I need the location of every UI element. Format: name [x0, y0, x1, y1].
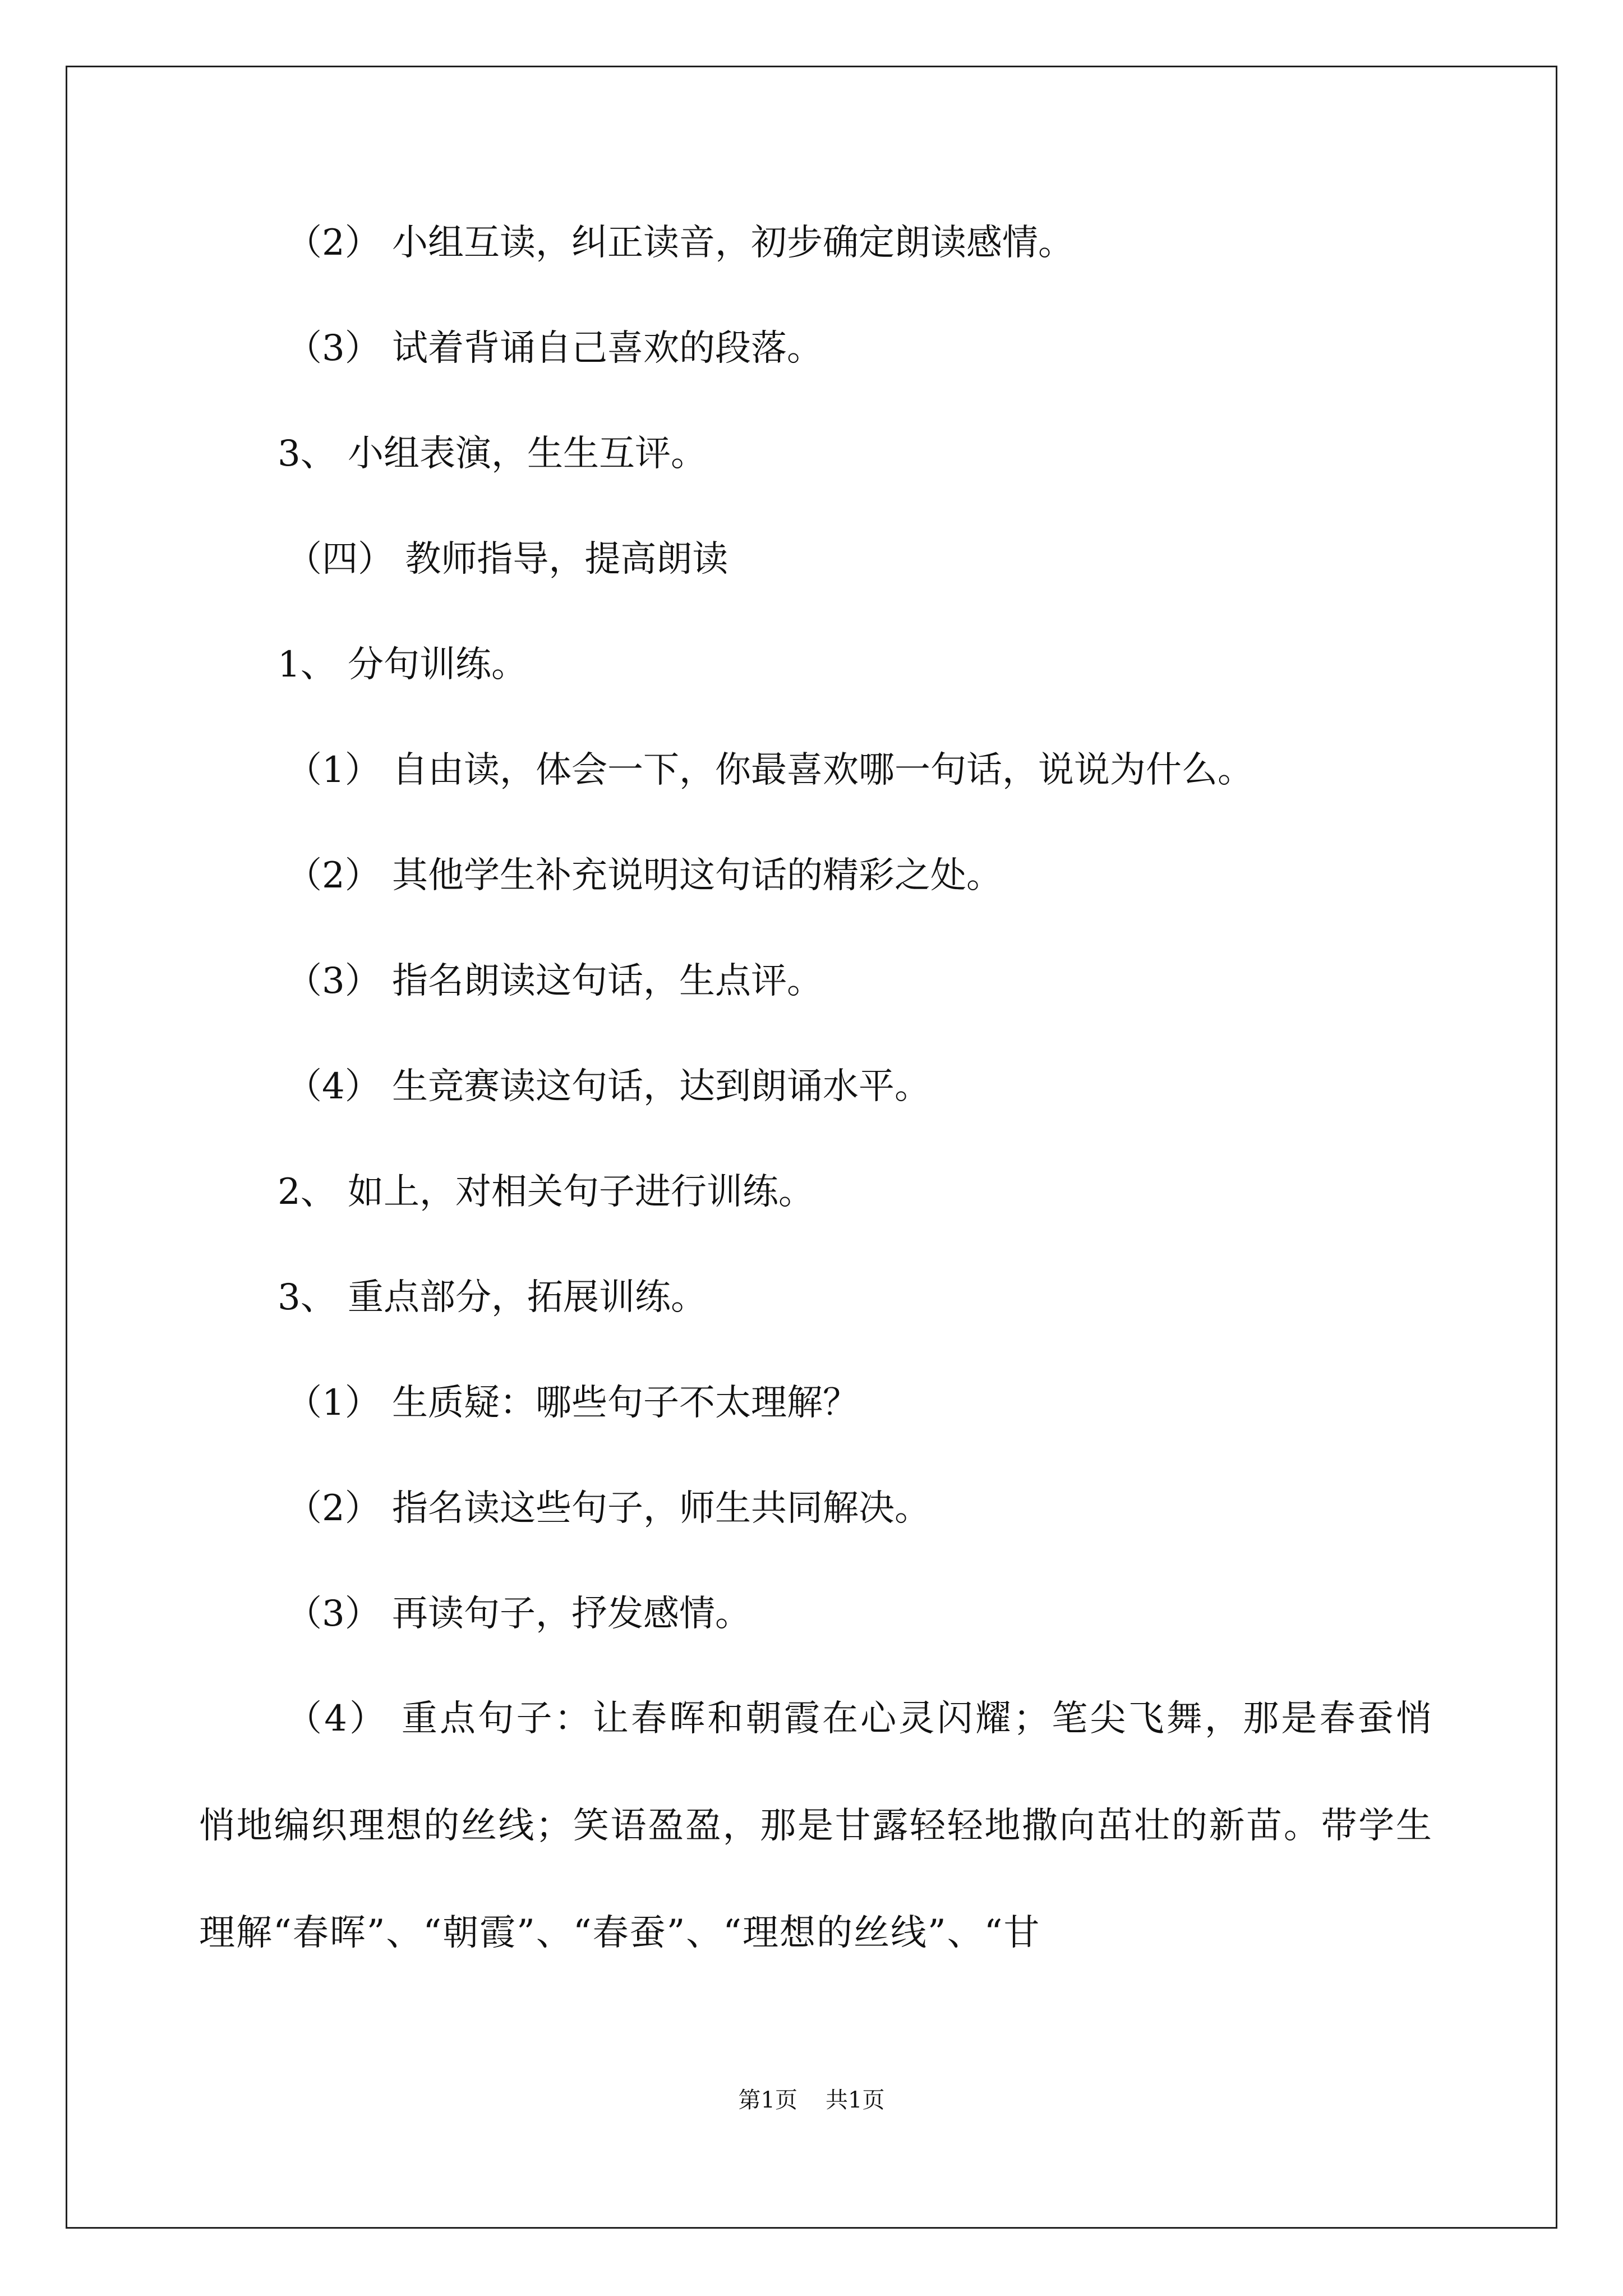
document-body [199, 222, 1433, 1987]
page-total: 共1页 [826, 2087, 885, 2113]
page-footer [0, 2087, 1623, 2114]
text-line: 2、 如上，对相关句子进行训练。 [278, 1171, 815, 1213]
page-number: 第1页 [738, 2087, 797, 2113]
text-line: 1、 分句训练。 [278, 644, 528, 685]
text-line: （1） 自由读，体会一下，你最喜欢哪一句话，说说为什么。 [286, 749, 1254, 791]
text-line: （3） 试着背诵自己喜欢的段落。 [286, 328, 823, 369]
text-line: （2） 其他学生补充说明这句话的精彩之处。 [286, 855, 1003, 896]
text-line: （1） 生质疑：哪些句子不太理解？ [286, 1382, 859, 1424]
section-heading: （四） 教师指导，提高朗读 [286, 539, 728, 580]
text-line: （2） 指名读这些句子，师生共同解决。 [286, 1488, 931, 1529]
text-line: （2） 小组互读，纠正读音，初步确定朗读感情。 [286, 222, 1075, 264]
text-paragraph: （4） 重点句子：让春晖和朝霞在心灵闪耀；笔尖飞舞，那是春蚕悄悄地编织理想的丝线；笑语盈盈，那是甘露轻轻地撒向茁壮的新苗。带学生理解“春晖”、“朝霞”、“春蚕”、“理想的丝线”、“甘 [199, 1698, 1433, 1954]
text-line: （4） 生竞赛读这句话，达到朗诵水平。 [286, 1066, 931, 1107]
text-line: 3、 重点部分，拓展训练。 [278, 1277, 707, 1318]
text-line: （3） 再读句子，抒发感情。 [286, 1593, 751, 1635]
text-line: （3） 指名朗读这句话，生点评。 [286, 960, 823, 1002]
text-line: 3、 小组表演，生生互评。 [278, 433, 707, 475]
